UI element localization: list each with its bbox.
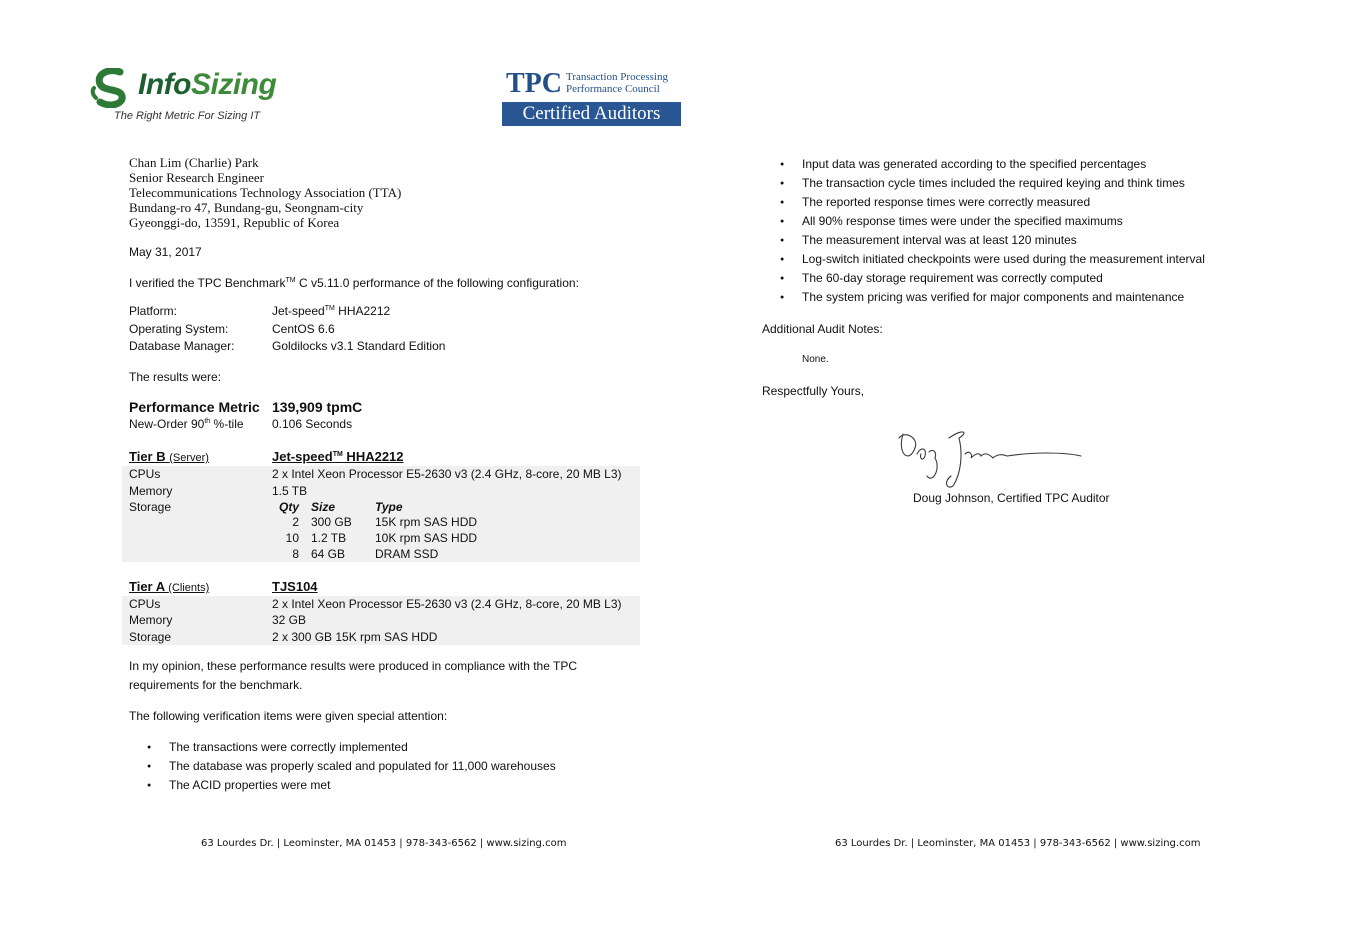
attention-intro: The following verification items were given special attention: — [129, 709, 448, 723]
footer-left: 63 Lourdes Dr. | Leominster, MA 01453 | 978-343-6562 | www.sizing.com — [201, 838, 567, 849]
tpc-fullname: Transaction Processing Performance Council — [566, 71, 668, 95]
audit-notes-value: None. — [802, 354, 829, 365]
infosizing-swoosh-icon — [90, 68, 136, 108]
tpc-abbr: TPC — [506, 68, 562, 99]
list-item: ● The database was properly scaled and populated for 11,000 warehouses — [129, 757, 556, 776]
opinion-line-2: requirements for the benchmark. — [129, 678, 303, 692]
list-item: ● The measurement interval was at least 120 minutes — [762, 231, 1205, 250]
signature-icon — [893, 424, 1083, 490]
list-item: ● The system pricing was verified for major components and maintenance — [762, 288, 1205, 307]
infosizing-tagline: The Right Metric For Sizing IT — [114, 110, 261, 122]
right-bullet-list — [762, 155, 1205, 307]
list-item: ● The 60-day storage requirement was correctly computed — [762, 269, 1205, 288]
left-bullet-list — [129, 738, 556, 795]
signer-name: Doug Johnson, Certified TPC Auditor — [913, 491, 1110, 505]
list-item: ● Input data was generated according to the specified percentages — [762, 155, 1205, 174]
list-item: ● The transaction cycle times included the required keying and think times — [762, 174, 1205, 193]
list-item: ● All 90% response times were under the specified maximums — [762, 212, 1205, 231]
footer-right: 63 Lourdes Dr. | Leominster, MA 01453 | 978-343-6562 | www.sizing.com — [835, 838, 1201, 849]
recipient-address: Chan Lim (Charlie) Park Senior Research Engineer Telecommunications Technology Association (TTA) Bundang-ro 47, Bundang-gu, Seongnam-city Gyeonggi-do, 13591, Republic of Korea — [129, 155, 402, 230]
list-item: ● The reported response times were correctly measured — [762, 193, 1205, 212]
intro-text: I verified the TPC Benchmark™ C v5.11.0 performance of the following configuration: — [129, 276, 579, 290]
closing-text: Respectfully Yours, — [762, 384, 865, 398]
opinion-line-1: In my opinion, these performance results were produced in compliance with the TPC — [129, 659, 578, 673]
infosizing-wordmark: InfoSizing — [138, 68, 277, 101]
audit-notes-label: Additional Audit Notes: — [762, 322, 883, 336]
list-item: ● The transactions were correctly implemented — [129, 738, 556, 757]
list-item: ● The ACID properties were met — [129, 776, 556, 795]
letter-date: May 31, 2017 — [129, 245, 202, 259]
tpc-certified-banner: Certified Auditors — [502, 102, 681, 126]
tpc-logo — [502, 68, 682, 126]
list-item: ● Log-switch initiated checkpoints were used during the measurement interval — [762, 250, 1205, 269]
infosizing-logo — [90, 66, 300, 128]
results-intro: The results were: — [129, 370, 222, 384]
